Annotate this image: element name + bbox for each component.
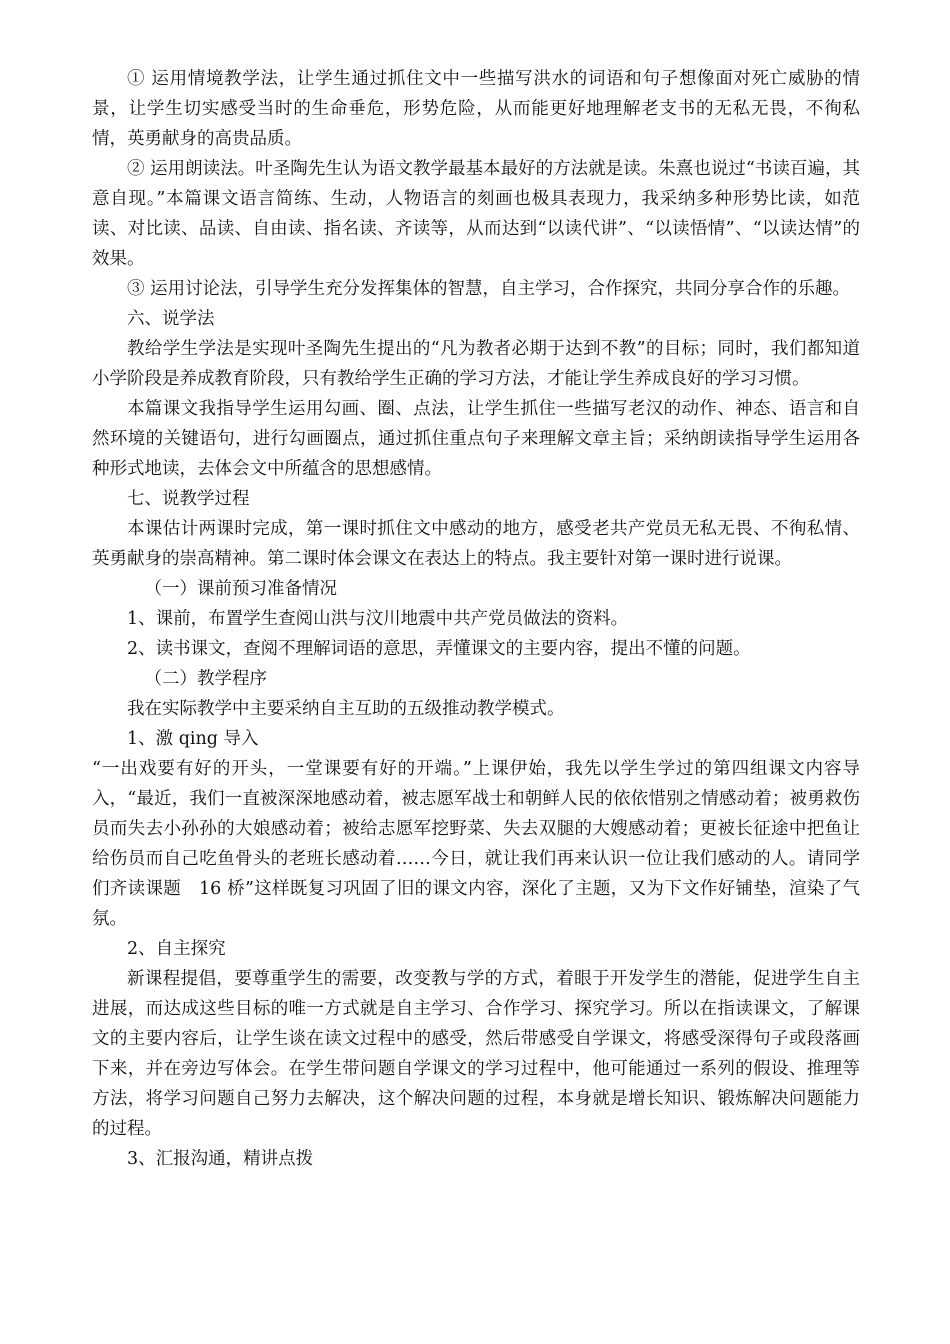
section-6-paragraph-1: 教给学生学法是实现叶圣陶先生提出的“凡为教者必期于达到不教”的目标；同时，我们都知道小学阶段是养成教育阶段，只有教给学生正确的学习方法，才能让学生养成良好的学习习惯。 xyxy=(92,339,860,389)
method-1-paragraph: ① 运用情境教学法，让学生通过抓住文中一些描写洪水的词语和句子想像面对死亡威胁的情景，让学生切实感受当时的生命垂危，形势危险，从而能更好地理解老支书的无私无畏，不徇私情，英勇献身的高贵品质。 xyxy=(92,69,860,149)
subsection-1-item-2: 2、读书课文，查阅不理解词语的意思，弄懂课文的主要内容，提出不懂的问题。 xyxy=(127,639,751,659)
method-3-paragraph: ③ 运用讨论法，引导学生充分发挥集体的智慧，自主学习，合作探究，共同分享合作的乐趣。 xyxy=(127,279,851,299)
section-6-paragraph-2: 本篇课文我指导学生运用勾画、圈、点法，让学生抓住一些描写老汉的动作、神态、语言和自然环境的关键语句，进行勾画圈点，通过抓住重点句子来理解文章主旨；采纳朗读指导学生运用各种形式地读，去体会文中所蕴含的思想感情。 xyxy=(92,399,860,479)
step-2-heading: 2、自主探究 xyxy=(127,939,226,959)
subsection-1-heading: （一）课前预习准备情况 xyxy=(144,579,337,599)
section-7-heading: 七、说教学过程 xyxy=(127,489,250,509)
section-6-heading: 六、说学法 xyxy=(127,309,215,329)
subsection-1-item-1: 1、课前，布置学生查阅山洪与汶川地震中共产党员做法的资料。 xyxy=(127,609,629,629)
section-7-paragraph: 本课估计两课时完成，第一课时抓住文中感动的地方，感受老共产党员无私无畏、不徇私情、英勇献身的崇高精神。第二课时体会课文在表达上的特点。我主要针对第一课时进行说课。 xyxy=(92,519,860,569)
subsection-2-heading: （二）教学程序 xyxy=(144,669,267,689)
step-1-heading: 1、激 qing 导入 xyxy=(127,729,259,749)
method-2-paragraph: ② 运用朗读法。叶圣陶先生认为语文教学最基本最好的方法就是读。朱熹也说过“书读百遍，其意自现。”本篇课文语言简练、生动，人物语言的刻画也极具表现力，我采纳多种形势比读，如范读、对比读、品读、自由读、指名读、齐读等，从而达到“以读代讲”、“以读悟情”、“以读达情”的效果。 xyxy=(92,159,860,269)
step-2-paragraph: 新课程提倡，要尊重学生的需要，改变教与学的方式，着眼于开发学生的潜能，促进学生自主进展，而达成这些目标的唯一方式就是自主学习、合作学习、探究学习。所以在指读课文，了解课文的主要内容后，让学生谈在读文过程中的感受，然后带感受自学课文，将感受深得句子或段落画下来，并在旁边写体会。在学生带问题自学课文的学习过程中，他可能通过一系列的假设、推理等方法，将学习问题自己努力去解决，这个解决问题的过程，本身就是增长知识、锻炼解决问题能力的过程。 xyxy=(92,969,860,1139)
subsection-2-paragraph: 我在实际教学中主要采纳自主互助的五级推动教学模式。 xyxy=(127,699,565,719)
step-3-heading: 3、汇报沟通，精讲点拨 xyxy=(127,1149,314,1169)
step-1-paragraph: “一出戏要有好的开头，一堂课要有好的开端。”上课伊始，我先以学生学过的第四组课文内容导入，“最近，我们一直被深深地感动着，被志愿军战士和朝鲜人民的依依惜别之情感动着；被勇救伤员而失去小孙孙的大娘感动着；被给志愿军挖野菜、失去双腿的大嫂感动着；更被长征途中把鱼让给伤员而自己吃鱼骨头的老班长感动着……今日，就让我们再来认识一位让我们感动的人。请同学们齐读课题 16 桥”这样既复习巩固了旧的课文内容，深化了主题，又为下文作好铺垫，渲染了气氛。 xyxy=(92,759,860,929)
